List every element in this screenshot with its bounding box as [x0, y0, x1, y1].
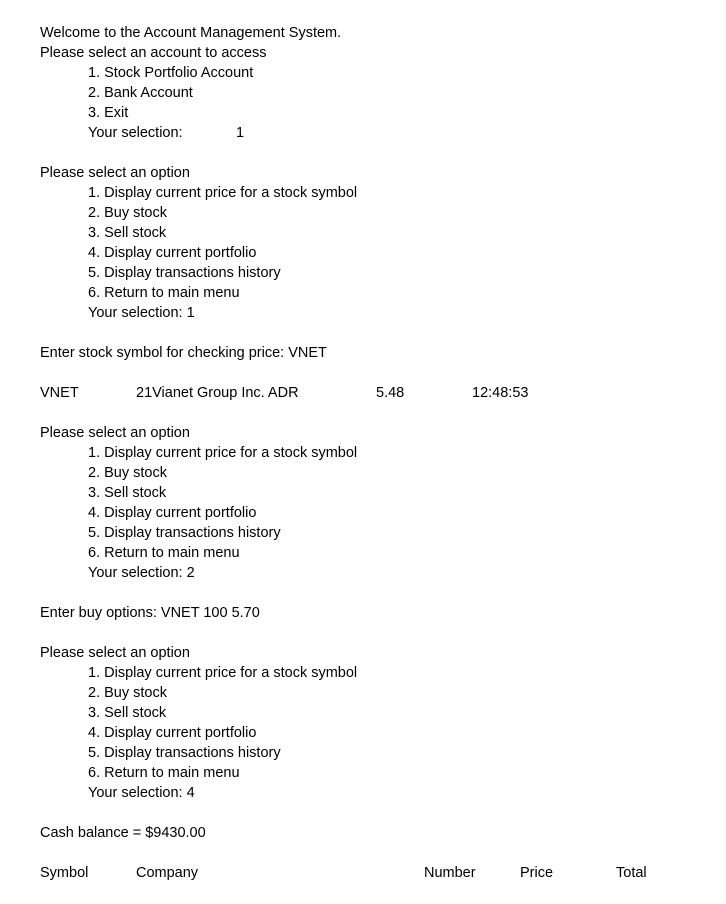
account-prompt: Please select an account to access [40, 45, 267, 61]
menu-option-1: 1. Display current price for a stock symbol [88, 445, 358, 461]
option-prompt: Please select an option [40, 425, 190, 441]
price-check-prompt: Enter stock symbol for checking price: VNET [40, 345, 327, 361]
cash-balance: Cash balance = $9430.00 [40, 825, 206, 841]
menu-option-5: 5. Display transactions history [88, 525, 281, 541]
result-time: 12:48:53 [472, 385, 529, 401]
header-price: Price [520, 865, 554, 881]
menu-option-2: 2. Buy stock [88, 685, 167, 701]
selection-label: Your selection: [88, 125, 183, 141]
menu-option-4: 4. Display current portfolio [88, 245, 257, 261]
price-result-row [40, 383, 726, 403]
menu-option-3: 3. Sell stock [88, 705, 167, 721]
selection-value: 1 [236, 125, 245, 141]
menu-option-1: 1. Display current price for a stock symbol [88, 665, 358, 681]
account-option-bank: 2. Bank Account [88, 85, 193, 101]
buy-prompt: Enter buy options: VNET 100 5.70 [40, 605, 260, 621]
menu-option-5: 5. Display transactions history [88, 745, 281, 761]
result-price: 5.48 [376, 385, 405, 401]
result-company: 21Vianet Group Inc. ADR [136, 385, 299, 401]
header-symbol: Symbol [40, 865, 89, 881]
menu-selection: Your selection: 1 [88, 305, 195, 321]
option-prompt: Please select an option [40, 645, 190, 661]
account-option-exit: 3. Exit [88, 105, 129, 121]
menu-option-6: 6. Return to main menu [88, 765, 240, 781]
menu-option-3: 3. Sell stock [88, 485, 167, 501]
menu-option-4: 4. Display current portfolio [88, 505, 257, 521]
header-total: Total [616, 865, 647, 881]
menu-option-6: 6. Return to main menu [88, 545, 240, 561]
menu-option-6: 6. Return to main menu [88, 285, 240, 301]
menu-option-1: 1. Display current price for a stock symbol [88, 185, 358, 201]
menu-selection: Your selection: 2 [88, 565, 195, 581]
option-prompt: Please select an option [40, 165, 190, 181]
header-company: Company [136, 865, 199, 881]
console-output [40, 23, 726, 883]
account-option-stock: 1. Stock Portfolio Account [88, 65, 254, 81]
portfolio-header-row [40, 863, 726, 883]
menu-option-5: 5. Display transactions history [88, 265, 281, 281]
welcome-text: Welcome to the Account Management System. [40, 25, 342, 41]
menu-selection: Your selection: 4 [88, 785, 195, 801]
menu-option-4: 4. Display current portfolio [88, 725, 257, 741]
menu-option-3: 3. Sell stock [88, 225, 167, 241]
account-selection [40, 123, 726, 143]
menu-option-2: 2. Buy stock [88, 205, 167, 221]
result-symbol: VNET [40, 385, 79, 401]
menu-option-2: 2. Buy stock [88, 465, 167, 481]
header-number: Number [424, 865, 476, 881]
